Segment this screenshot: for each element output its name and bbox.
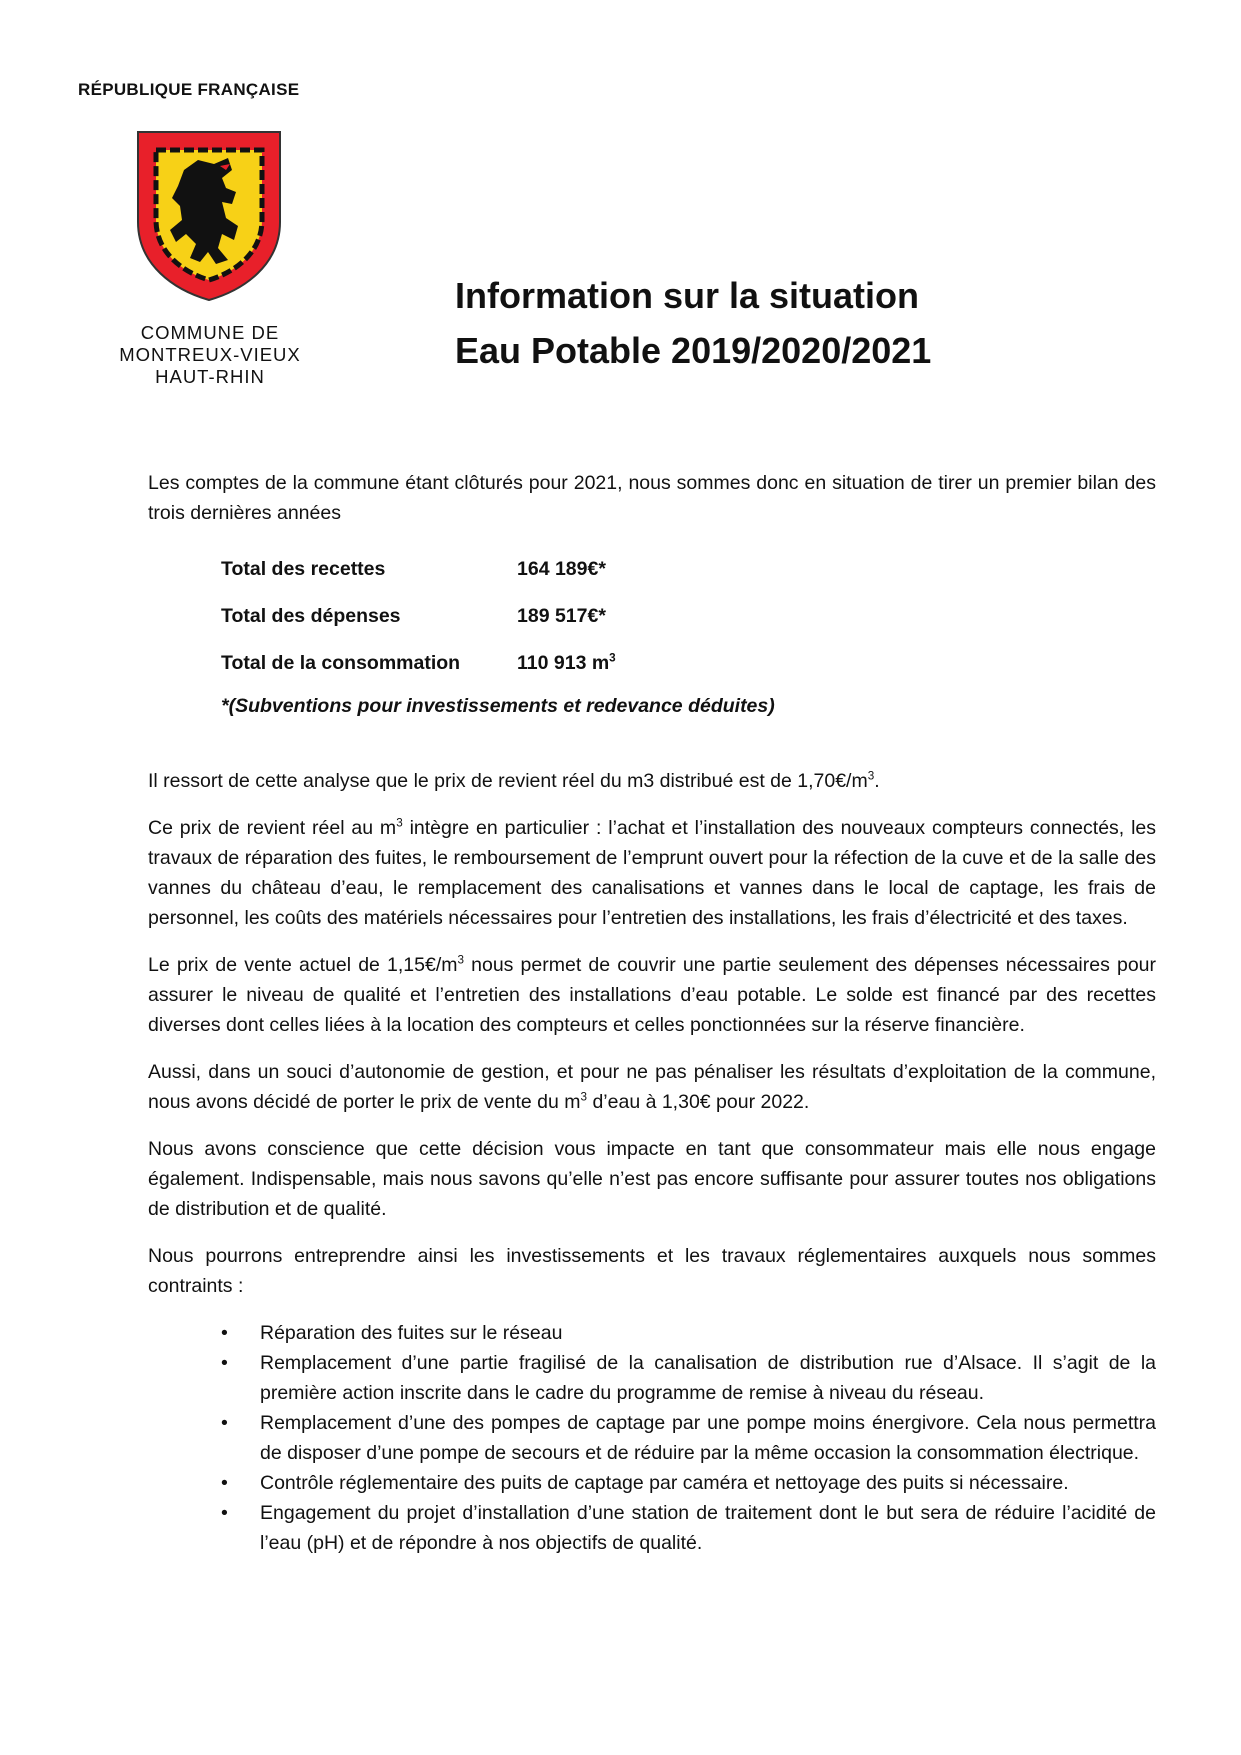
- republique-francaise-label: RÉPUBLIQUE FRANÇAISE: [78, 80, 300, 99]
- commune-line: MONTREUX-VIEUX: [119, 344, 301, 365]
- paragraph: Aussi, dans un souci d’autonomie de gestion, et pour ne pas pénaliser les résultats d’exploitation de la commune, nous avons décidé de porter le prix de vente du $m^3$ d’eau à 1,30€ pour 2022.: [148, 1061, 1156, 1113]
- list-item: • Remplacement d’une des pompes de captage par une pompe moins énergivore. Cela nous permettra de disposer d’une pompe de secours et de réduire par la même occasion la consommation électrique.: [148, 1408, 1156, 1468]
- coat-of-arms-icon: [136, 130, 282, 302]
- summary-row: [221, 592, 1156, 639]
- works-list: [148, 1318, 1156, 1558]
- commune-line: HAUT-RHIN: [155, 366, 265, 387]
- paragraph: Le prix de vente actuel de $1,15€/m^3$ nous permet de couvrir une partie seulement des dépenses nécessaires pour assurer le niveau de qualité et l’entretien des installations d’eau potable. Le solde est financé par des recettes diverses dont celles liées à la location des compteurs et celles ponctionnées sur la réserve financière.: [148, 953, 1156, 1036]
- intro-paragraph: Les comptes de la commune étant clôturés pour 2021, nous sommes donc en situation de tirer un premier bilan des trois dernières années: [148, 472, 1156, 524]
- paragraph: Nous pourrons entreprendre ainsi les investissements et les travaux réglementaires auxquels nous sommes contraints :: [148, 1245, 1156, 1297]
- summary-footnote: *(Subventions pour investissements et redevance déduites): [221, 695, 775, 717]
- paragraph: Il ressort de cette analyse que le prix de revient réel du m3 distribué est de $1,70€/m^3$.: [148, 769, 880, 792]
- commune-line: COMMUNE DE: [140, 322, 280, 343]
- summary-row: [221, 545, 1156, 592]
- document-body: [148, 468, 1156, 1558]
- summary-value: 189 517€*: [517, 604, 606, 627]
- summary-label: Total des dépenses: [221, 604, 401, 627]
- paragraph: Nous avons conscience que cette décision vous impacte en tant que consommateur mais elle nous engage également. Indispensable, mais nous savons qu’elle n’est pas encore suffisante pour assurer toutes nos obligations de distribution et de qualité.: [148, 1138, 1156, 1220]
- summary-value: 164 189€*: [517, 557, 606, 580]
- list-item: • Remplacement d’une partie fragilisé de la canalisation de distribution rue d’Alsace. Il s’agit de la première action inscrite dans le cadre du programme de remise à niveau du réseau.: [148, 1348, 1156, 1408]
- summary-label: Total de la consommation: [221, 651, 461, 674]
- title-line-1: Information sur la situation: [455, 275, 920, 316]
- summary-label: Total des recettes: [221, 557, 386, 580]
- commune-block: [90, 322, 330, 388]
- financial-summary: [221, 545, 1156, 726]
- summary-row: [221, 639, 1156, 686]
- page-title: [455, 268, 931, 378]
- summary-value: 110 913 $m^3$: [517, 651, 616, 674]
- title-line-2: Eau Potable 2019/2020/2021: [455, 330, 932, 371]
- list-item: • Réparation des fuites sur le réseau: [148, 1318, 1156, 1348]
- list-item: • Contrôle réglementaire des puits de captage par caméra et nettoyage des puits si nécessaire.: [148, 1468, 1156, 1498]
- paragraph: Ce prix de revient réel au $m^3$ intègre en particulier : l’achat et l’installation des nouveaux compteurs connectés, les travaux de réparation des fuites, le remboursement de l’emprunt ouvert pour la réfection de la cuve et de la salle des vannes du château d’eau, le remplacement des canalisations et vannes dans le local de captage, les frais de personnel, les coûts des matériels nécessaires pour l’entretien des installations, les frais d’électricité et des taxes.: [148, 816, 1156, 929]
- list-item: • Engagement du projet d’installation d’une station de traitement dont le but sera de réduire l’acidité de l’eau (pH) et de répondre à nos objectifs de qualité.: [148, 1498, 1156, 1558]
